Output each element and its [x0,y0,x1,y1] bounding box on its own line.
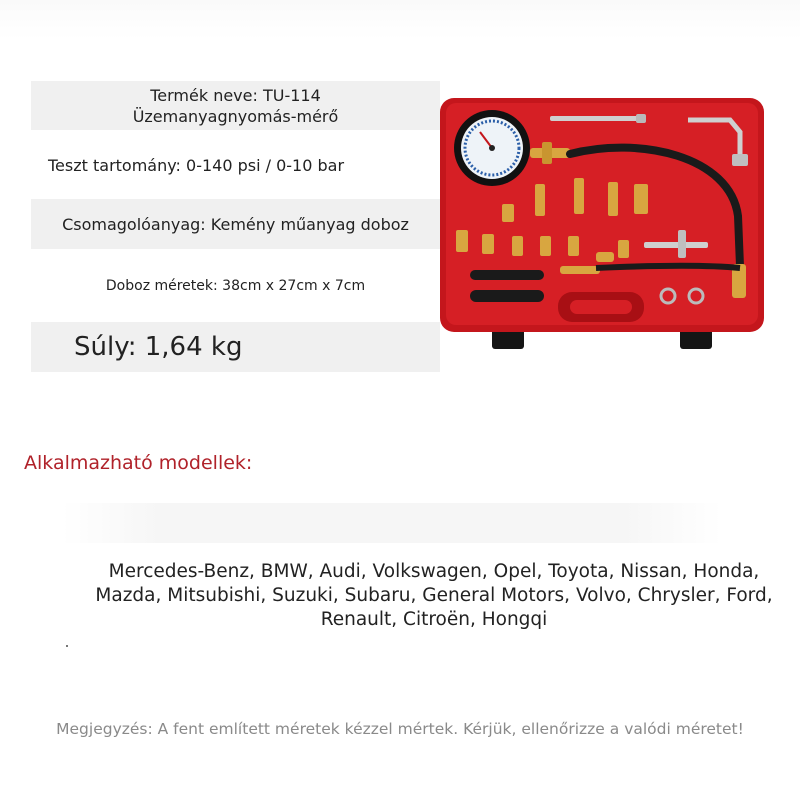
models-list: Mercedes-Benz, BMW, Audi, Volkswagen, Opel, Toyota, Nissan, Honda, Mazda, Mitsubishi, Suzuki, Subaru, General Motors, Volvo, Chrysler, Ford, Renault, Citroën, Hongqi [95,561,773,630]
spec-weight: Súly: 1,64 kg [31,322,440,372]
spec-product-name-line2: Üzemanyagnyomás-mérő [132,106,339,126]
spec-packaging: Csomagolóanyag: Kemény műanyag doboz [31,199,440,249]
spec-box-size: Doboz méretek: 38cm x 27cm x 7cm [105,278,366,294]
spec-test-range: Teszt tartomány: 0-140 psi / 0-10 bar [48,155,345,175]
models-title: Alkalmazható modellek: [24,452,253,474]
models-band [62,503,722,543]
stray-mark [66,645,68,647]
product-image [440,96,766,352]
spec-product-name-line1: Termék neve: TU-114 [150,85,321,105]
spec-product-name [31,81,440,130]
measurement-note: Megjegyzés: A fent említett méretek kézzel mértek. Kérjük, ellenőrizze a valódi méretet! [56,720,744,738]
